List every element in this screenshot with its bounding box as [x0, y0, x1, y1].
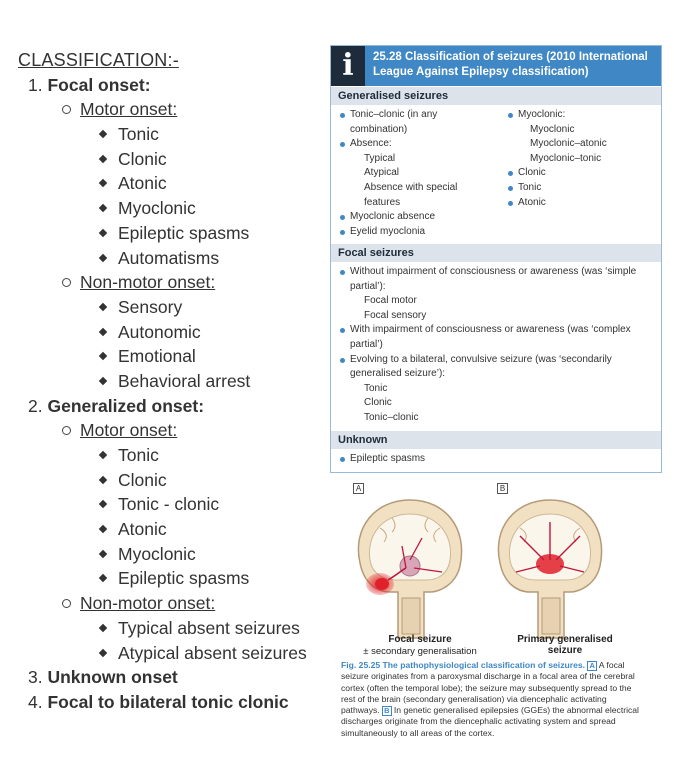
figure-caption: Fig. 25.25 The pathophysiological classification of seizures. A A focal seizure originates from a paroxysmal discharge in a focal area of the cerebral cortex (often the temporal lobe); the seizure may subsequently spread to the rest of the brain (secondary generalisation) via diencephalic activating pathways. B In genetic generalised epilepsies (GGEs) the abnormal electrical discharges originate from the diencephalic activating system and spread simultaneously to all areas of the cortex.: [341, 660, 639, 738]
circle-bullet-icon: [62, 105, 71, 114]
outline-heading: CLASSIFICATION:-: [18, 50, 179, 70]
list-item-cont: generalised seizure’):: [350, 368, 446, 380]
figure-tag-b: B: [497, 483, 508, 494]
sub-item: Tonic: [364, 382, 388, 394]
figure-tag-a: A: [353, 483, 364, 494]
classification-box: [330, 45, 662, 473]
list-item: Atonic: [18, 171, 323, 196]
list-item: Emotional: [18, 344, 323, 369]
focal-nonmotor-onset: Non-motor onset:: [18, 270, 323, 295]
list-item: Autonomic: [18, 320, 323, 345]
diamond-bullet-icon: [99, 377, 107, 385]
diamond-bullet-icon: [99, 648, 107, 656]
generalized-nonmotor-onset: Non-motor onset:: [18, 591, 323, 616]
diamond-bullet-icon: [99, 155, 107, 163]
brain-figure: [340, 480, 640, 660]
box-title: 25.28 Classification of seizures (2010 International League Against Epilepsy classification): [373, 51, 648, 78]
focal-motor-onset: Motor onset:: [18, 97, 323, 122]
list-item: Sensory: [18, 295, 323, 320]
diamond-bullet-icon: [99, 327, 107, 335]
generalized-motor-onset: Motor onset:: [18, 418, 323, 443]
list-item: With impairment of consciousness or awareness (was ‘complex: [337, 323, 657, 338]
list-item: Behavioral arrest: [18, 369, 323, 394]
list-item: Tonic - clonic: [18, 492, 323, 517]
sub-item: Typical: [364, 152, 396, 164]
sub-item: Atypical: [364, 167, 400, 179]
figure-label-a: Focal seizure: [388, 634, 452, 645]
sub-item: Absence with special: [364, 181, 458, 193]
list-item: Atonic: [18, 517, 323, 542]
list-item: Tonic: [505, 181, 655, 196]
list-item: Myoclonic:: [505, 108, 655, 123]
list-item: Without impairment of consciousness or awareness (was ‘simple: [337, 265, 657, 280]
sub-item: Clonic: [364, 397, 392, 409]
list-item-cont: partial’): [350, 338, 383, 350]
diamond-bullet-icon: [99, 253, 107, 261]
generalised-left-col: [337, 108, 502, 239]
list-item: Atonic: [505, 196, 655, 211]
item-focal-to-bilateral: 4. Focal to bilateral tonic clonic: [28, 691, 289, 712]
list-item: Clonic: [505, 166, 655, 181]
figure-sublabel-a: ± secondary generalisation: [363, 646, 477, 657]
diamond-bullet-icon: [99, 352, 107, 360]
list-item: Eyelid myoclonia: [337, 225, 502, 240]
item-unknown-onset: 3. Unknown onset: [28, 667, 178, 688]
diamond-bullet-icon: [99, 179, 107, 187]
list-item-cont: combination): [350, 123, 408, 135]
item-generalized-onset: 2. Generalized onset:: [28, 395, 205, 416]
info-icon: i: [331, 46, 365, 86]
generalised-right-col: [505, 108, 655, 210]
classification-outline: [18, 48, 323, 715]
sub-item: Myoclonic–atonic: [530, 138, 607, 150]
list-item: Atypical absent seizures: [18, 641, 323, 666]
item-focal-onset: 1. Focal onset:: [28, 74, 151, 95]
diamond-bullet-icon: [99, 475, 107, 483]
list-item-cont: partial’):: [350, 280, 386, 292]
list-item: Tonic–clonic (in any: [337, 108, 502, 123]
list-item: Epileptic spasms: [18, 566, 323, 591]
list-item: Typical absent seizures: [18, 616, 323, 641]
sub-item: Myoclonic–tonic: [530, 152, 602, 164]
circle-bullet-icon: [62, 278, 71, 287]
sub-item: Focal sensory: [364, 309, 427, 321]
diamond-bullet-icon: [99, 525, 107, 533]
box-header: [331, 46, 661, 86]
sub-item: Tonic–clonic: [364, 411, 419, 423]
diamond-bullet-icon: [99, 451, 107, 459]
list-item: Automatisms: [18, 246, 323, 271]
focal-header: Focal seizures: [331, 244, 661, 262]
list-item: Epileptic spasms: [337, 452, 425, 467]
diamond-bullet-icon: [99, 303, 107, 311]
unknown-header: Unknown: [331, 431, 661, 449]
brain-a-illustration: [358, 500, 461, 638]
list-item: Epileptic spasms: [18, 221, 323, 246]
brain-b-illustration: [498, 500, 601, 638]
list-item: Tonic: [18, 122, 323, 147]
circle-bullet-icon: [62, 599, 71, 608]
list-item: Myoclonic absence: [337, 210, 502, 225]
list-item: Myoclonic: [18, 542, 323, 567]
sub-item: Focal motor: [364, 295, 417, 307]
list-item: Clonic: [18, 147, 323, 172]
diamond-bullet-icon: [99, 500, 107, 508]
diamond-bullet-icon: [99, 574, 107, 582]
figure-label-b: Primary generalised seizure: [517, 634, 613, 656]
list-item: Tonic: [18, 443, 323, 468]
diamond-bullet-icon: [99, 550, 107, 558]
sub-item: Myoclonic: [530, 123, 575, 135]
focal-list: [337, 265, 657, 426]
list-item: Evolving to a bilateral, convulsive seizure (was ‘secondarily: [337, 353, 657, 368]
list-item: Absence:: [337, 137, 502, 152]
list-item: Clonic: [18, 468, 323, 493]
list-item: Myoclonic: [18, 196, 323, 221]
diamond-bullet-icon: [99, 624, 107, 632]
circle-bullet-icon: [62, 426, 71, 435]
diamond-bullet-icon: [99, 204, 107, 212]
diamond-bullet-icon: [99, 229, 107, 237]
diamond-bullet-icon: [99, 130, 107, 138]
sub-item: features: [364, 196, 401, 208]
generalised-header: Generalised seizures: [331, 87, 661, 105]
brain-illustrations: [340, 488, 640, 648]
